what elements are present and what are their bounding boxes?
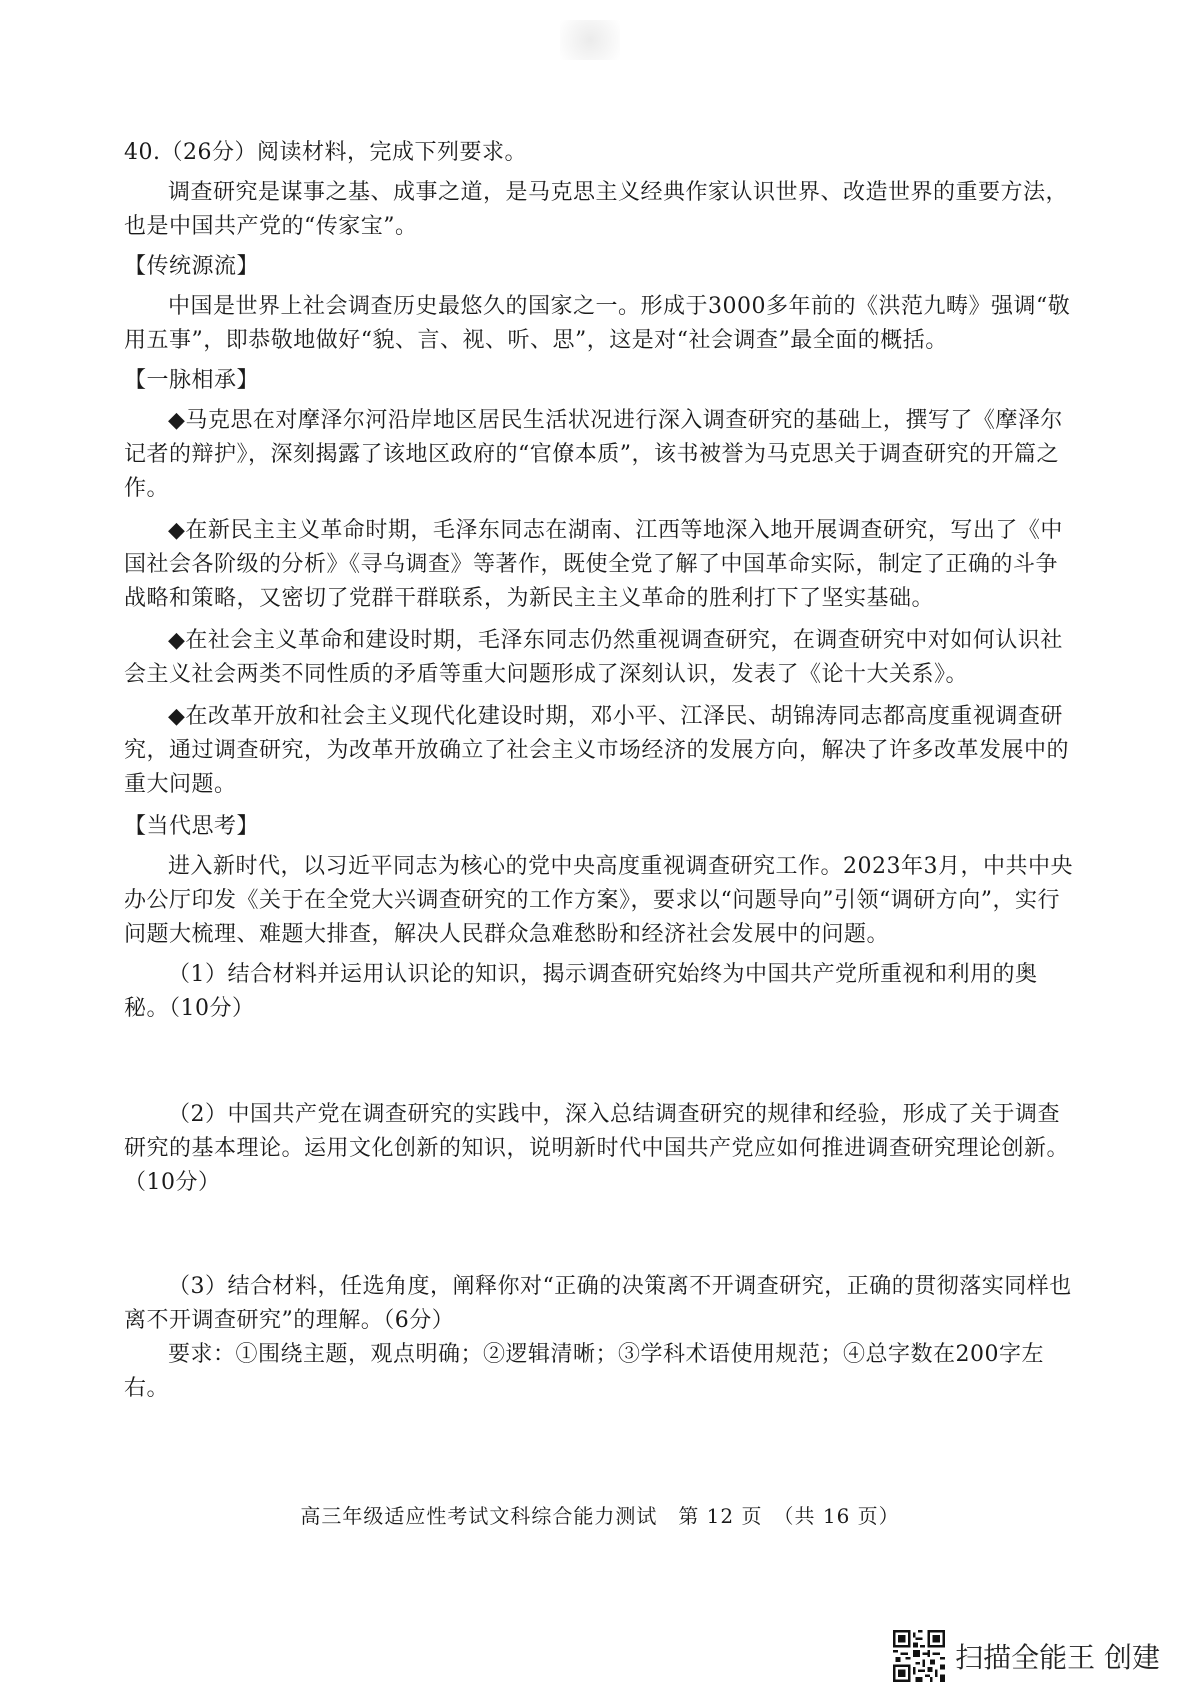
sub-question-1: （1）结合材料并运用认识论的知识，揭示调查研究始终为中国共产党所重视和利用的奥秘。（10分） [124,962,1038,1021]
sub-question-2: （2）中国共产党在调查研究的实践中，深入总结调查研究的规律和经验，形成了关于调查研究的基本理论。运用文化创新的知识，说明新时代中国共产党应如何推进调查研究理论创新。（10分） [124,1102,1070,1195]
continuity-item-socialist-construction [124,624,1080,692]
section-tradition-paragraph: 中国是世界上社会调查历史最悠久的国家之一。形成于3000多年前的《洪范九畴》强调“敬用五事”，即恭敬地做好“貌、言、视、听、思”，这是对“社会调查”最全面的概括。 [124,294,1071,353]
diamond-bullet-icon: ◆ [168,518,186,543]
page-footer: 高三年级适应性考试文科综合能力测试 第 12 页 （共 16 页） [300,1504,900,1528]
scanner-watermark-text: 扫描全能王 创建 [955,1641,1160,1674]
scanner-watermark [893,1630,1160,1682]
diamond-bullet-icon: ◆ [168,408,186,433]
continuity-text: 在新民主主义革命时期，毛泽东同志在湖南、江西等地深入地开展调查研究，写出了《中国社会各阶级的分析》《寻乌调查》等著作，既使全党了解了中国革命实际，制定了正确的斗争战略和策略，又密切了党群干群联系，为新民主主义革命的胜利打下了坚实基础。 [124,518,1063,611]
question-40 [124,136,1080,1406]
scan-smudge [560,20,620,60]
continuity-text: 在改革开放和社会主义现代化建设时期，邓小平、江泽民、胡锦涛同志都高度重视调查研究，通过调查研究，为改革开放确立了社会主义市场经济的发展方向，解决了许多改革发展中的重大问题。 [124,704,1070,797]
question-intro: 调查研究是谋事之基、成事之道，是马克思主义经典作家认识世界、改造世界的重要方法，也是中国共产党的“传家宝”。 [124,180,1069,239]
continuity-item-marx [124,404,1080,506]
answer-space [124,1200,1080,1270]
answer-space [124,1026,1080,1098]
continuity-item-new-democratic [124,514,1080,616]
question-header: 40.（26分）阅读材料，完成下列要求。 [124,140,527,165]
section-label-tradition: 【传统源流】 [124,254,260,279]
answer-requirement: 要求：①围绕主题，观点明确；②逻辑清晰；③学科术语使用规范；④总字数在200字左右。 [124,1342,1044,1401]
section-contemporary-paragraph: 进入新时代，以习近平同志为核心的党中央高度重视调查研究工作。2023年3月，中共中央办公厅印发《关于在全党大兴调查研究的工作方案》，要求以“问题导向”引领“调研方向”，实行问题大梳理、难题大排查，解决人民群众急难愁盼和经济社会发展中的问题。 [124,854,1073,947]
qr-code-icon [893,1630,945,1682]
section-label-contemporary: 【当代思考】 [124,814,260,839]
diamond-bullet-icon: ◆ [168,628,186,653]
continuity-text: 在社会主义革命和建设时期，毛泽东同志仍然重视调查研究，在调查研究中对如何认识社会主义社会两类不同性质的矛盾等重大问题形成了深刻认识，发表了《论十大关系》。 [124,628,1063,687]
diamond-bullet-icon: ◆ [168,704,186,729]
continuity-item-reform [124,700,1080,802]
continuity-text: 马克思在对摩泽尔河沿岸地区居民生活状况进行深入调查研究的基础上，撰写了《摩泽尔记者的辩护》，深刻揭露了该地区政府的“官僚本质”，该书被誉为马克思关于调查研究的开篇之作。 [124,408,1063,501]
sub-question-3: （3）结合材料，任选角度，阐释你对“正确的决策离不开调查研究，正确的贯彻落实同样也离不开调查研究”的理解。（6分） [124,1274,1072,1333]
section-label-continuity: 【一脉相承】 [124,368,260,393]
